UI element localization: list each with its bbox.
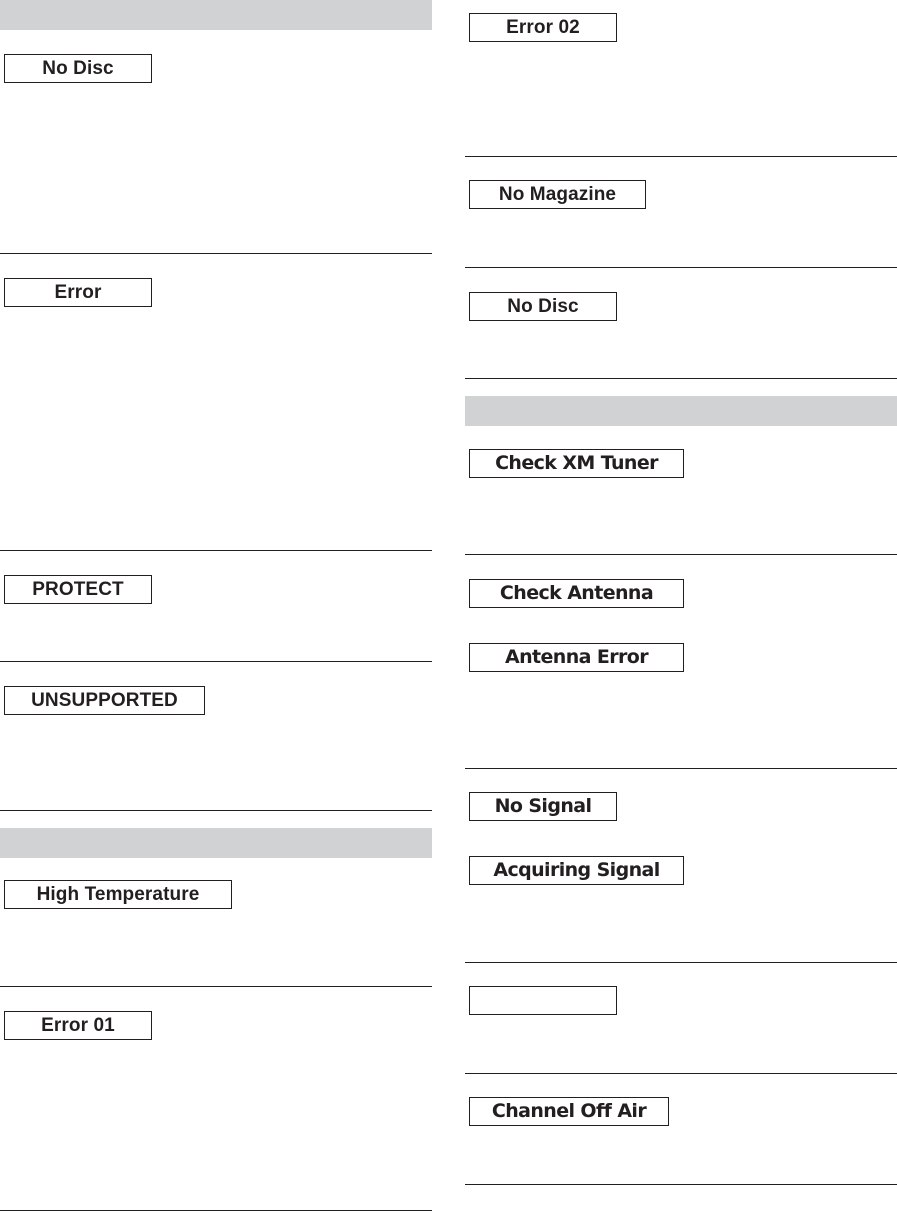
divider-line xyxy=(0,661,432,662)
display-message-error-02: Error 02 xyxy=(469,13,617,42)
display-message-unsupported: UNSUPPORTED xyxy=(4,686,205,715)
display-message-error-01: Error 01 xyxy=(4,1011,152,1040)
display-message-no-magazine: No Magazine xyxy=(469,180,646,209)
display-message-antenna-error: Antenna Error xyxy=(469,643,684,672)
divider-line xyxy=(465,768,897,769)
divider-line xyxy=(0,253,432,254)
display-message-no-signal: No Signal xyxy=(469,792,617,821)
divider-line xyxy=(0,550,432,551)
display-message-blank xyxy=(469,986,617,1015)
display-message-check-xm-tuner: Check XM Tuner xyxy=(469,449,684,478)
divider-line xyxy=(465,962,897,963)
divider-line xyxy=(0,1210,432,1211)
divider-line xyxy=(465,1184,897,1185)
display-message-check-antenna: Check Antenna xyxy=(469,579,684,608)
display-message-high-temperature: High Temperature xyxy=(4,880,232,909)
divider-line xyxy=(465,1073,897,1074)
divider-line xyxy=(465,554,897,555)
divider-line xyxy=(465,378,897,379)
section-header-bar xyxy=(0,0,432,30)
divider-line xyxy=(465,267,897,268)
display-message-acquiring-signal: Acquiring Signal xyxy=(469,856,684,885)
display-message-error: Error xyxy=(4,278,152,307)
display-message-no-disc: No Disc xyxy=(469,292,617,321)
display-message-channel-off-air: Channel Off Air xyxy=(469,1097,669,1126)
divider-line xyxy=(465,156,897,157)
divider-line xyxy=(0,810,432,811)
section-header-bar xyxy=(465,396,897,426)
divider-line xyxy=(0,986,432,987)
display-message-protect: PROTECT xyxy=(4,575,152,604)
display-message-no-disc: No Disc xyxy=(4,54,152,83)
section-header-bar xyxy=(0,828,432,858)
